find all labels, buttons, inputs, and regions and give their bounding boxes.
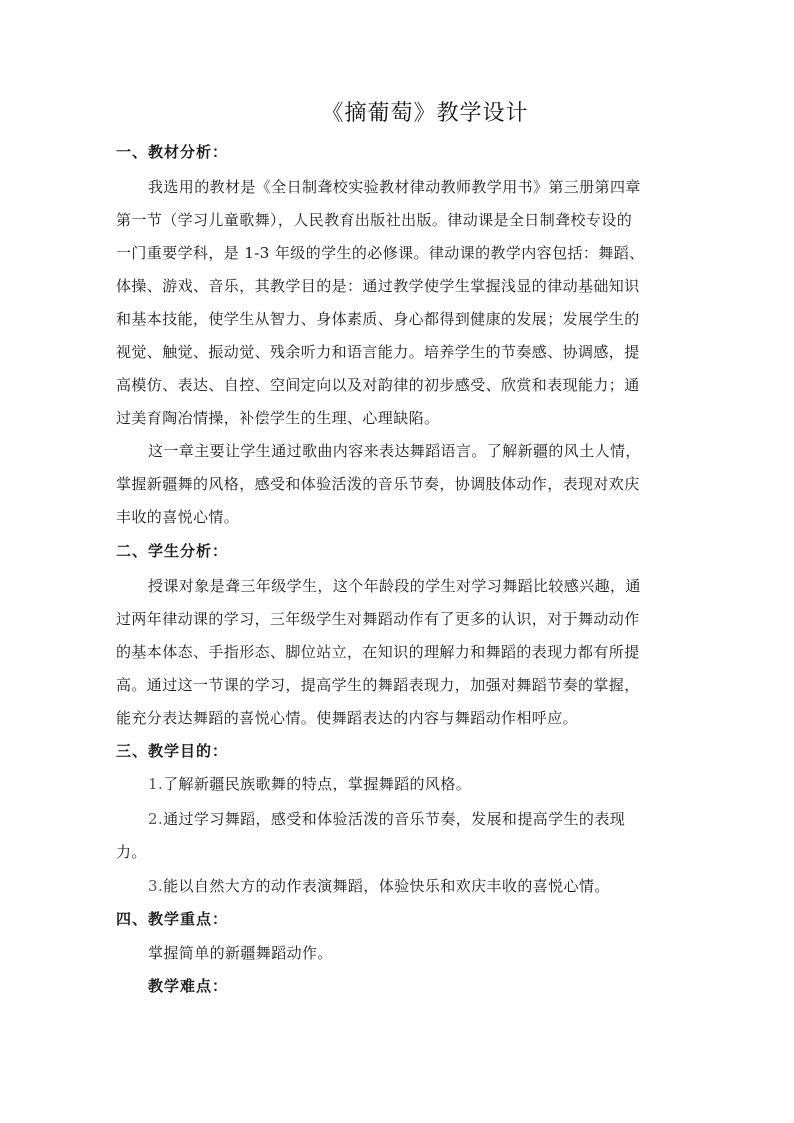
- paragraph-line: 过两年律动课的学习，三年级学生对舞蹈动作有了更多的认识，对于舞动动作: [116, 610, 640, 628]
- section-heading-objectives: 三、教学目的：: [116, 742, 229, 760]
- objective-number: 1.: [148, 775, 164, 793]
- document-title: 《摘葡萄》教学设计: [321, 101, 529, 126]
- paragraph-line: 能充分表达舞蹈的喜悦心情。使舞蹈表达的内容与舞蹈动作相呼应。: [116, 709, 579, 727]
- paragraph-line: 授课对象是聋三年级学生，这个年龄段的学生对学习舞蹈比较感兴趣，通: [148, 577, 641, 595]
- objective-text: 通过学习舞蹈，感受和体验活泼的音乐节奏，发展和提高学生的表现: [163, 810, 626, 828]
- paragraph-line: 体操、游戏、音乐，其教学目的是：通过教学使学生掌握浅显的律动基础知识: [116, 277, 640, 295]
- objective-number: 3.: [148, 877, 164, 895]
- paragraph-line: 高模仿、表达、自控、空间定向以及对韵律的初步感受、欣赏和表现能力；通: [116, 376, 640, 394]
- objective-item: [148, 876, 610, 896]
- objective-text: 能以自然大方的动作表演舞蹈，体验快乐和欢庆丰收的喜悦心情。: [163, 877, 610, 895]
- section-heading-difficulties: 教学难点：: [148, 977, 229, 995]
- objective-item: [148, 809, 625, 829]
- section-heading-students: 二、学生分析：: [116, 542, 229, 560]
- objective-text-continued: 力。: [116, 843, 147, 861]
- section-heading-key-points: 四、教学重点：: [116, 910, 229, 928]
- paragraph-line: 第一节（学习儿童歌舞），人民教育出版社出版。律动课是全日制聋校专设的: [116, 211, 633, 229]
- paragraph-line: 的基本体态、手指形态、脚位站立，在知识的理解力和舞蹈的表现力都有所提: [116, 643, 640, 661]
- paragraph-line: 掌握简单的新疆舞蹈动作。: [148, 944, 333, 962]
- paragraph-line: 一门重要学科，是 1-3 年级的学生的必修课。律动课的教学内容包括：舞蹈、: [116, 244, 645, 262]
- paragraph-line: 过美育陶冶情操，补偿学生的生理、心理缺陷。: [116, 409, 440, 427]
- paragraph-line: 掌握新疆舞的风格，感受和体验活泼的音乐节奏，协调肢体动作，表现对欢庆: [116, 475, 640, 493]
- paragraph-line: 和基本技能，使学生从智力、身体素质、身心都得到健康的发展；发展学生的: [116, 310, 640, 328]
- paragraph-line: 高。通过这一节课的学习，提高学生的舞蹈表现力，加强对舞蹈节奏的掌握，: [116, 676, 640, 694]
- paragraph-line: 丰收的喜悦心情。: [116, 508, 240, 526]
- objective-text: 了解新疆民族歌舞的特点，掌握舞蹈的风格。: [163, 775, 472, 793]
- paragraph-line: 视觉、触觉、振动觉、残余听力和语言能力。培养学生的节奏感、协调感，提: [116, 343, 640, 361]
- objective-number: 2.: [148, 810, 164, 828]
- section-heading-materials: 一、教材分析：: [116, 143, 229, 161]
- paragraph-line: 我选用的教材是《全日制聋校实验教材律动教师教学用书》第三册第四章: [148, 178, 641, 196]
- paragraph-line: 这一章主要让学生通过歌曲内容来表达舞蹈语言。了解新疆的风土人情，: [148, 442, 641, 460]
- objective-item: [148, 774, 471, 794]
